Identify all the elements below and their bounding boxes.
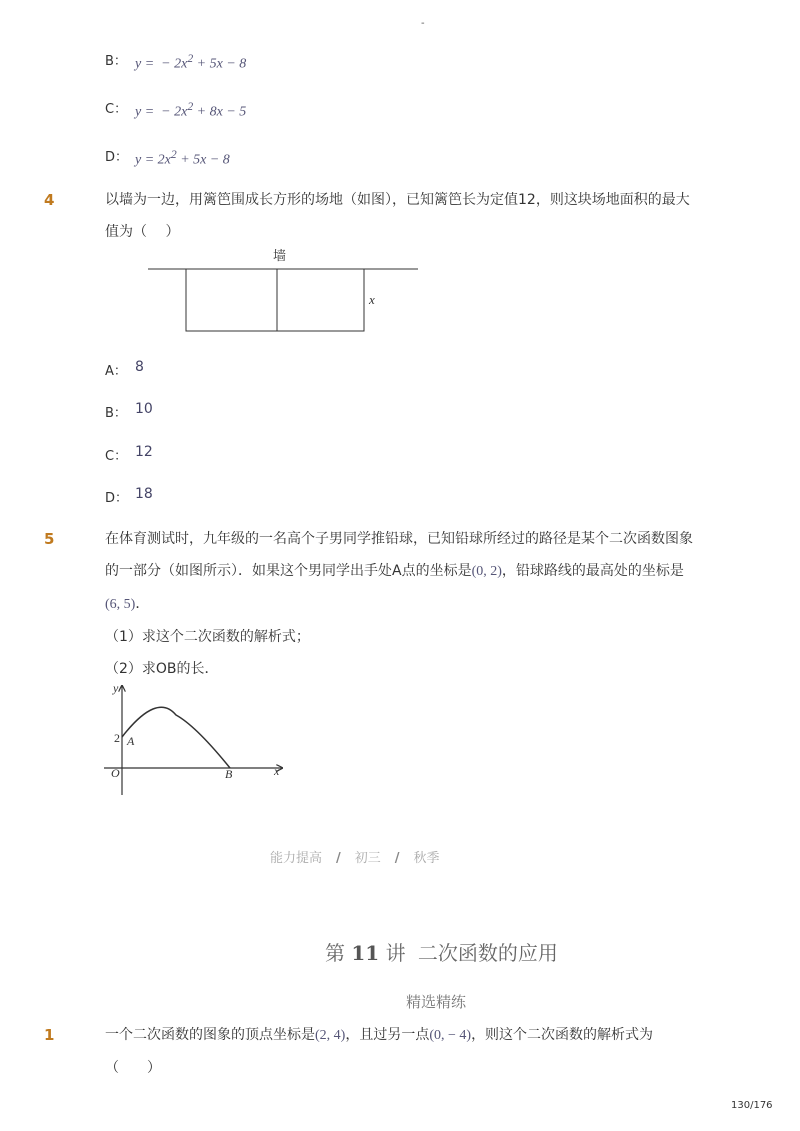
lecture-suffix: 讲 [385,941,406,965]
q5-point-a-coord: (0, 2) [471,564,502,579]
q4-option-value-b: 10 [135,401,153,417]
q5-line2-text: 的一部分（如图所示）．如果这个男同学出手处A点的坐标是 [105,563,472,579]
option-letter-b: B： [105,54,127,69]
q5-sub-question-2: （2）求OB的长． [105,661,219,677]
lecture-title [325,937,558,966]
q4-option-value-d: 18 [135,486,153,502]
lecture-number: 11 [351,941,380,965]
shot-put-graph [100,680,290,798]
q1-text-b: ，且过另一点 [345,1027,430,1043]
q5-text-line3 [105,588,149,621]
trajectory-curve [122,707,230,768]
page-number: 130/176 [731,1100,773,1111]
option-expr-c: y = − $2x^2 + 8x - 5$ [135,100,247,120]
question-number-5: 5 [44,530,55,548]
fence-rectangle [186,269,364,331]
q4-option-letter-b: B： [105,406,127,421]
breadcrumb-separator: / [394,851,400,866]
tick-label-2: 2 [114,731,120,745]
option-letter-c: C： [105,102,128,117]
q5-line2-tail: ，铅球路线的最高处的坐标是 [501,563,684,579]
lecture-prefix: 第 [325,941,345,965]
q4-option-value-c: 12 [135,444,153,460]
wall-label: 墙 [273,249,287,264]
question-number-4: 4 [44,191,55,209]
footer-breadcrumb [270,847,440,866]
q5-sub-question-1: （1）求这个二次函数的解析式； [105,629,310,645]
option-letter-d: D： [105,150,129,165]
breadcrumb-grade: 初三 [354,851,381,866]
q1-text-line1 [105,1019,653,1052]
q5-text-line1: 在体育测试时，九年级的一名高个子男同学推铅球，已知铅球所经过的路径是某个二次函数图象 [105,531,693,547]
origin-label: O [111,766,120,780]
q5-line3-tail: ． [135,596,150,612]
y-axis-label: y [113,681,119,695]
q1-text-c: ，则这个二次函数的解析式为 [471,1027,654,1043]
x-axis-label: x [274,764,280,778]
q5-vertex-coord: (6, 5) [105,597,136,612]
q4-option-value-a: 8 [135,359,144,375]
point-a-label: A [127,734,135,748]
q4-option-letter-a: A： [105,364,127,379]
q1-text-a: 一个二次函数的图象的顶点坐标是 [105,1027,315,1043]
q1-text-line2: （ ） [105,1060,161,1076]
breadcrumb-season: 秋季 [413,851,440,866]
q4-option-letter-c: C： [105,449,128,464]
q4-text-line2: 值为（ ） [105,224,180,240]
q1-point-coord: (0, − 4) [429,1028,472,1043]
q4-text-line1: 以墙为一边，用篱笆围成长方形的场地（如图），已知篱笆长为定值12，则这块场地面积的最大 [105,192,690,208]
header-mark: - [421,18,425,29]
lecture-name: 二次函数的应用 [417,941,558,965]
side-label-x: x [369,292,375,307]
q1-vertex-coord: (2, 4) [315,1028,346,1043]
breadcrumb-ability: 能力提高 [270,851,323,866]
wall-fence-figure [140,244,430,336]
point-b-label: B [225,767,233,781]
option-expr-b: y = − $2x^2 + 5x - 8$ [135,52,247,72]
question-number-1: 1 [44,1026,55,1044]
q5-text-line2 [105,555,684,588]
breadcrumb-separator: / [336,851,341,866]
q4-option-letter-d: D： [105,491,129,506]
section-heading: 精选精练 [406,993,467,1011]
option-expr-d: $y = 2x^2 + 5x - 8$ [135,148,230,168]
